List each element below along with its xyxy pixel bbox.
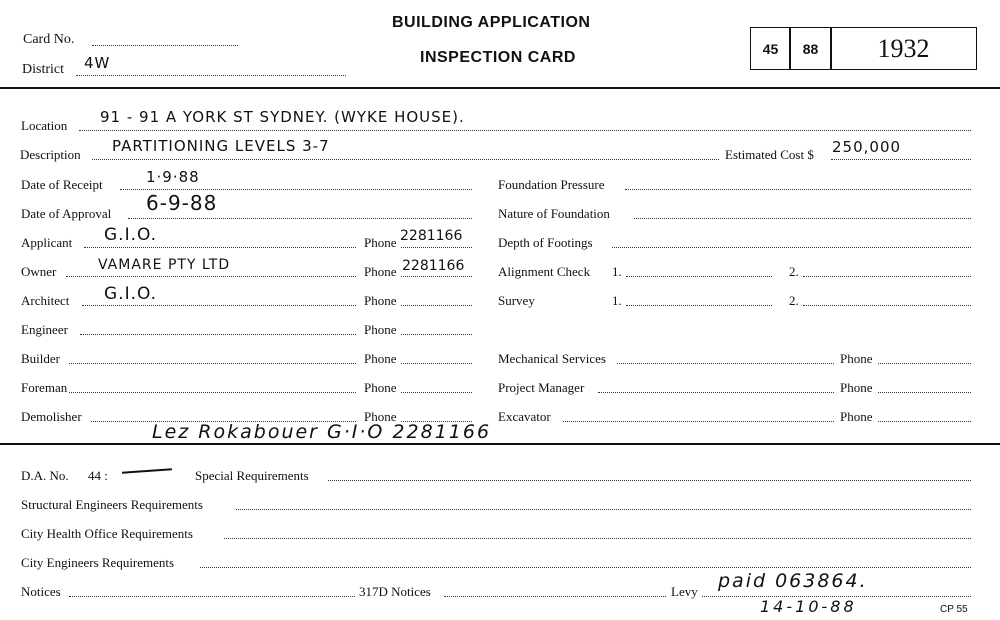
builder-label: Builder [21,351,60,366]
form-code: CP 55 [940,604,968,615]
engineer-phone-line [401,334,472,335]
excavator-line [563,421,834,422]
depth-footings-label: Depth of Footings [498,235,593,250]
ref-box-2-value: 88 [802,40,819,57]
notices-label: Notices [21,584,61,599]
top-divider [0,87,1000,89]
survey-n1: 1. [612,293,622,308]
description-label: Description [20,147,81,162]
notices-line [69,596,355,597]
excavator-label: Excavator [498,409,551,424]
survey-label: Survey [498,293,535,308]
notices-317d-label: 317D Notices [359,584,431,599]
da-no-value: 44 : [88,468,108,483]
builder-phone-line [401,363,472,364]
project-manager-line [598,392,834,393]
date-approval-label: Date of Approval [21,206,112,221]
levy-label: Levy [671,584,698,599]
district-line [76,75,346,76]
foreman-label: Foreman [21,380,68,395]
applicant-line [84,247,356,248]
engineer-phone-label: Phone [364,322,397,337]
owner-phone-line [401,276,472,277]
description-value: PARTITIONING LEVELS 3-7 [112,137,330,155]
builder-line [69,363,356,364]
district-value: 4W [84,54,111,72]
card-no-line [92,45,238,46]
excavator-phone-line [878,421,971,422]
excavator-phone-label: Phone [840,409,873,424]
applicant-value: G.I.O. [104,225,158,245]
special-requirements-label: Special Requirements [195,468,309,483]
city-health-line [224,538,971,539]
foreman-phone-label: Phone [364,380,397,395]
nature-foundation-line [634,218,971,219]
ref-box-1-value: 45 [762,40,779,57]
structural-line [236,509,971,510]
location-label: Location [21,118,68,133]
da-no-dash [122,468,172,473]
applicant-phone-line [401,247,472,248]
estimated-cost-label: Estimated Cost $ [725,147,814,162]
handwritten-note: Lez Rokabouer G·I·O 2281166 [152,421,492,443]
alignment-check-n2: 2. [789,264,799,279]
ref-box-3-value: 1932 [877,33,930,63]
mechanical-phone-label: Phone [840,351,873,366]
applicant-label: Applicant [21,235,73,250]
location-line [79,130,971,131]
demolisher-label: Demolisher [21,409,82,424]
notices-317d-line [444,596,666,597]
owner-value: VAMARE PTY LTD [98,257,231,273]
architect-phone-label: Phone [364,293,397,308]
ref-box-2 [789,27,832,70]
ref-box-1 [750,27,791,70]
demolisher-phone-label: Phone [364,409,397,424]
alignment-check-label: Alignment Check [498,264,591,279]
alignment-check-line-2 [803,276,971,277]
mechanical-services-line [617,363,834,364]
foundation-pressure-label: Foundation Pressure [498,177,605,192]
engineer-line [80,334,356,335]
levy-value: paid 063864. [718,570,868,592]
builder-phone-label: Phone [364,351,397,366]
architect-label: Architect [21,293,70,308]
structural-label: Structural Engineers Requirements [21,497,203,512]
engineer-label: Engineer [21,322,68,337]
architect-line [82,305,356,306]
description-line [92,159,719,160]
applicant-phone-label: Phone [364,235,397,250]
alignment-check-n1: 1. [612,264,622,279]
estimated-cost-value: 250,000 [832,138,902,156]
owner-label: Owner [21,264,57,279]
date-receipt-line [120,189,472,190]
card-no-label: Card No. [23,32,75,47]
architect-phone-line [401,305,472,306]
nature-foundation-label: Nature of Foundation [498,206,610,221]
middle-divider [0,443,1000,445]
city-engineers-line [200,567,971,568]
survey-line-1 [626,305,772,306]
special-requirements-line [328,480,971,481]
levy-date: 14-10-88 [760,597,857,616]
owner-phone-value: 2281166 [402,258,465,274]
da-no-label: D.A. No. [21,468,69,483]
project-manager-label: Project Manager [498,380,585,395]
location-value: 91 - 91 A YORK ST SYDNEY. (WYKE HOUSE). [100,108,465,126]
city-health-label: City Health Office Requirements [21,526,193,541]
depth-footings-line [612,247,971,248]
form-title: BUILDING APPLICATION [392,14,591,31]
district-label: District [22,62,64,77]
architect-value: G.I.O. [104,284,158,304]
date-approval-value: 6-9-88 [146,191,218,215]
date-approval-line [128,218,472,219]
mechanical-phone-line [878,363,971,364]
survey-line-2 [803,305,971,306]
estimated-cost-line [831,159,971,160]
date-receipt-value: 1·9·88 [146,168,200,186]
owner-line [66,276,356,277]
foreman-line [69,392,356,393]
city-engineers-label: City Engineers Requirements [21,555,175,570]
owner-phone-label: Phone [364,264,397,279]
foreman-phone-line [401,392,472,393]
applicant-phone-value: 2281166 [400,228,463,244]
foundation-pressure-line [625,189,971,190]
survey-n2: 2. [789,293,799,308]
project-manager-phone-label: Phone [840,380,873,395]
ref-box-3 [830,27,977,70]
project-manager-phone-line [878,392,971,393]
alignment-check-line-1 [626,276,772,277]
form-subtitle: INSPECTION CARD [420,49,576,66]
date-receipt-label: Date of Receipt [21,177,103,192]
mechanical-services-label: Mechanical Services [498,351,606,366]
